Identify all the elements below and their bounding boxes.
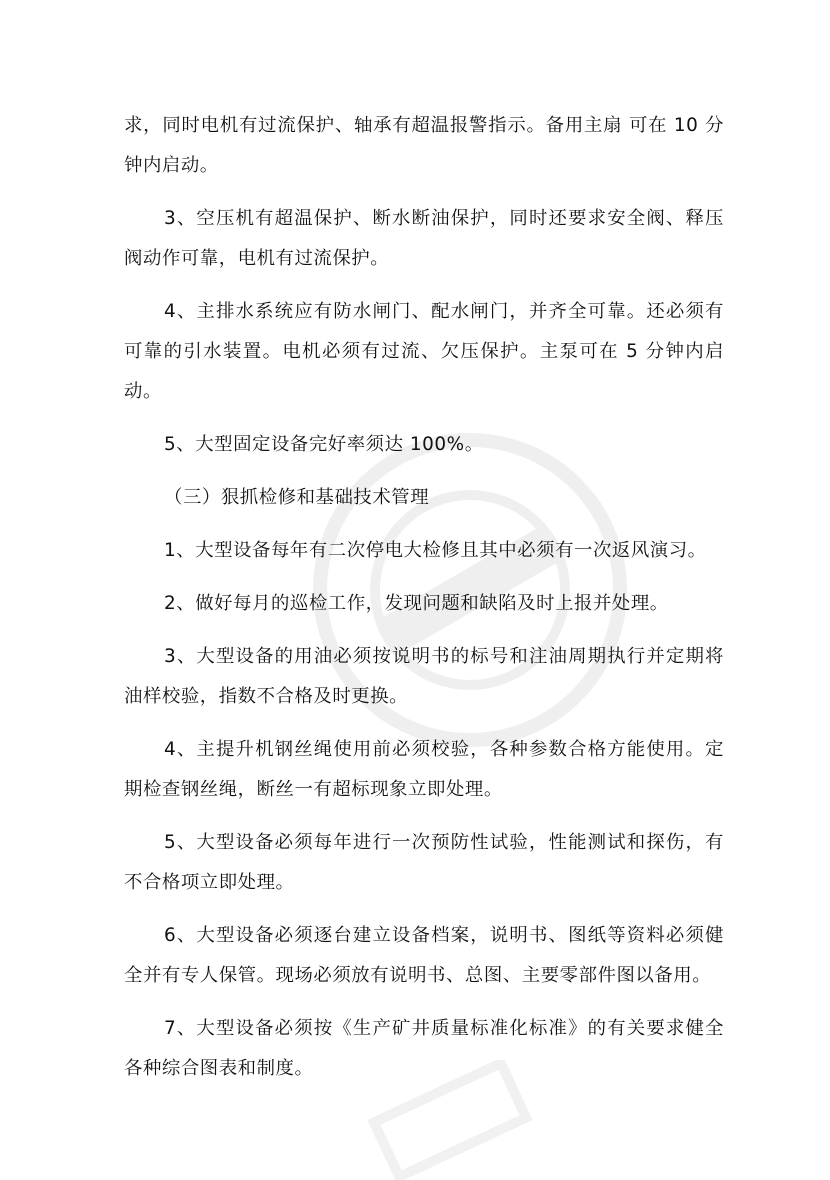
paragraph-item-6-archives: 6、大型设备必须逐台建立设备档案，说明书、图纸等资料必须健全并有专人保管。现场必须放有说明书、总图、主要零部件图以备用。 bbox=[124, 925, 724, 986]
paragraph-item-3-oil: 3、大型设备的用油必须按说明书的标号和注油周期执行并定期将油样校验，指数不合格及时更换。 bbox=[124, 646, 724, 707]
section-heading-maintenance: （三）狠抓检修和基础技术管理 bbox=[164, 487, 430, 508]
document-body bbox=[124, 106, 724, 1102]
paragraph-item-5-testing: 5、大型设备必须每年进行一次预防性试验，性能测试和探伤，有不合格项立即处理。 bbox=[124, 832, 724, 893]
paragraph-item-2-inspection: 2、做好每月的巡检工作，发现问题和缺陷及时上报并处理。 bbox=[164, 593, 669, 614]
paragraph-item-4-drainage: 4、主排水系统应有防水闸门、配水闸门，并齐全可靠。还必须有可靠的引水装置。电机必须有过流、欠压保护。主泵可在 5 分钟内启动。 bbox=[124, 301, 724, 402]
paragraph-continuation: 求，同时电机有过流保护、轴承有超温报警指示。备用主扇 可在 10 分钟内启动。 bbox=[124, 115, 724, 176]
paragraph-item-7-standards: 7、大型设备必须按《生产矿井质量标准化标准》的有关要求健全各种综合图表和制度。 bbox=[124, 1018, 724, 1079]
paragraph-item-3-air-compressor: 3、空压机有超温保护、断水断油保护，同时还要求安全阀、释压阀动作可靠，电机有过流保护。 bbox=[124, 208, 724, 269]
paragraph-item-5-equipment-rate: 5、大型固定设备完好率须达 100%。 bbox=[164, 434, 484, 455]
paragraph-item-4-wire-rope: 4、主提升机钢丝绳使用前必须校验，各种参数合格方能使用。定期检查钢丝绳，断丝一有超标现象立即处理。 bbox=[124, 739, 724, 800]
paragraph-item-1-overhaul: 1、大型设备每年有二次停电大检修且其中必须有一次返风演习。 bbox=[164, 540, 707, 561]
